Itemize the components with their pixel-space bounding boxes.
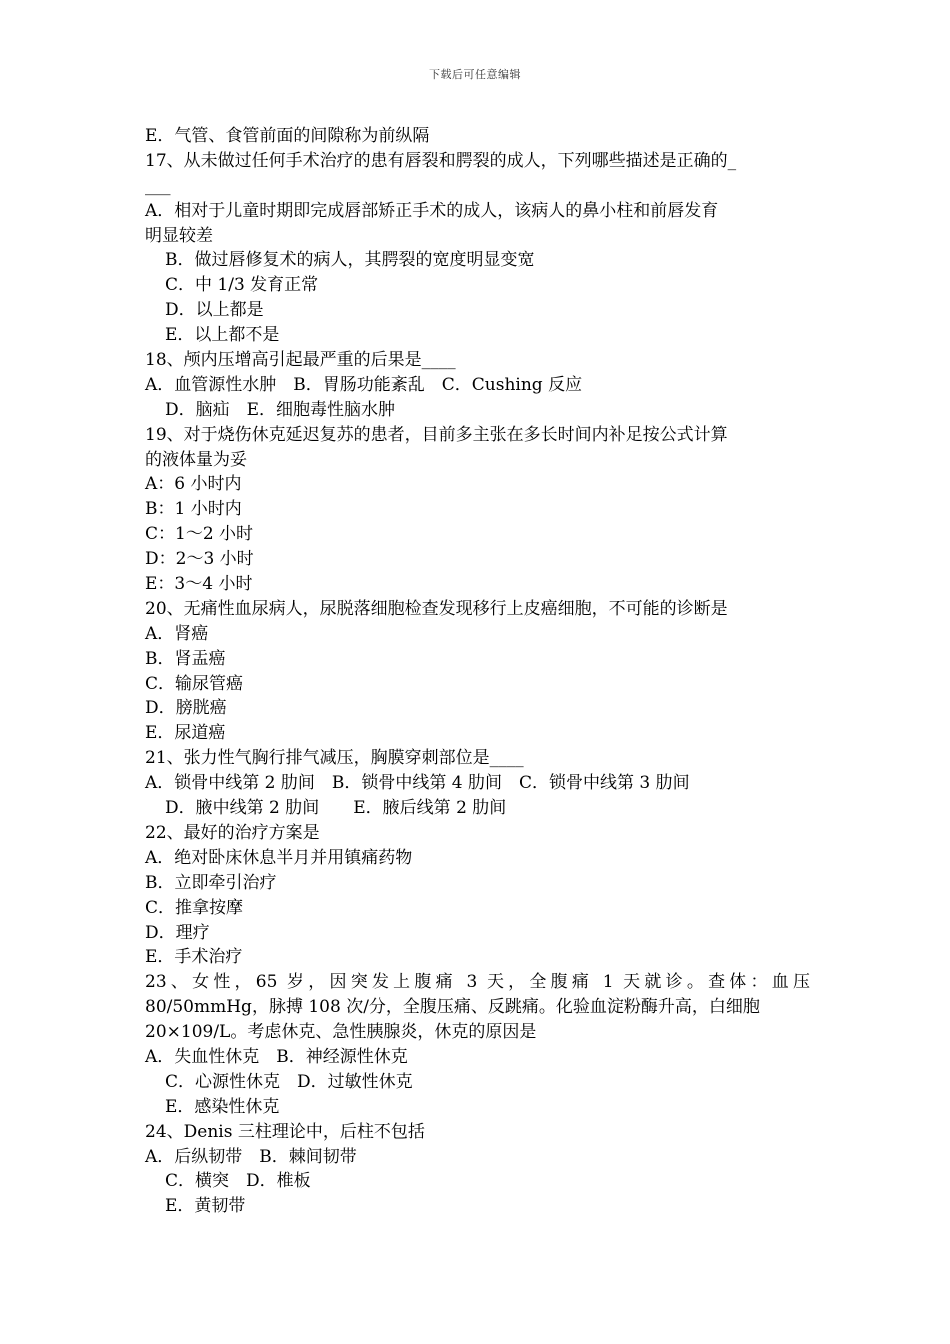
text-line: A．肾癌: [145, 623, 209, 644]
text-line: 21、张力性气胸行排气减压，胸膜穿刺部位是____: [145, 748, 524, 769]
text-line: 22、最好的治疗方案是: [145, 822, 320, 843]
text-line: D．以上都是: [165, 300, 264, 321]
text-line: C．横突 D．椎板: [165, 1171, 311, 1192]
text-line: A．后纵韧带 B．棘间韧带: [145, 1146, 357, 1167]
text-line: B．肾盂癌: [145, 648, 226, 669]
text-line: A．血管源性水肿 B．胃肠功能紊乱 C．Cushing 反应: [145, 374, 583, 395]
text-line: E．以上都不是: [165, 325, 280, 346]
text-line: 80/50mmHg，脉搏 108 次/分，全腹压痛、反跳痛。化验血淀粉酶升高，白细胞: [145, 997, 760, 1018]
text-line: E．感染性休克: [165, 1096, 280, 1117]
text-line: C．中 1/3 发育正常: [165, 275, 319, 296]
text-line: B．做过唇修复术的病人，其腭裂的宽度明显变宽: [165, 250, 535, 271]
text-line: E．黄韧带: [165, 1196, 246, 1217]
text-line: B：1 小时内: [145, 499, 242, 520]
document-body: [145, 124, 810, 1219]
page-header: 下载后可任意编辑: [429, 68, 521, 81]
text-line: 23、女性，65 岁，因突发上腹痛 3 天，全腹痛 1 天就诊。查体：血压: [145, 972, 810, 993]
text-line: A．绝对卧床休息半月并用镇痛药物: [145, 847, 413, 868]
text-line: D．脑疝 E．细胞毒性脑水肿: [165, 399, 396, 420]
text-line: 的液体量为妥: [145, 449, 247, 470]
text-line: 20、无痛性血尿病人，尿脱落细胞检查发现移行上皮癌细胞，不可能的诊断是: [145, 598, 728, 619]
text-line: E．气管、食管前面的间隙称为前纵隔: [145, 126, 430, 146]
text-line: B．立即牵引治疗: [145, 872, 277, 893]
text-line: 18、颅内压增高引起最严重的后果是____: [145, 350, 456, 371]
text-line: 17、从未做过任何手术治疗的患有唇裂和腭裂的成人，下列哪些描述是正确的_: [145, 150, 737, 171]
text-line: 24、Denis 三柱理论中，后柱不包括: [145, 1121, 425, 1142]
text-line: C．推拿按摩: [145, 897, 244, 918]
text-line: A．相对于儿童时期即完成唇部矫正手术的成人，该病人的鼻小柱和前唇发育: [145, 200, 719, 221]
text-line: D．理疗: [145, 922, 210, 943]
text-line: A．锁骨中线第 2 肋间 B．锁骨中线第 4 肋间 C．锁骨中线第 3 肋间: [145, 773, 690, 794]
text-line: E．手术治疗: [145, 947, 243, 968]
text-line: C：1～2 小时: [145, 524, 254, 545]
text-line: 20×109/L。考虑休克、急性胰腺炎，休克的原因是: [145, 1022, 537, 1043]
text-line: C．输尿管癌: [145, 673, 244, 694]
text-line: 19、对于烧伤休克延迟复苏的患者，目前多主张在多长时间内补足按公式计算: [145, 424, 728, 445]
text-line: D：2～3 小时: [145, 549, 254, 570]
text-line: 明显较差: [145, 225, 213, 246]
text-line: A．失血性休克 B．神经源性休克: [145, 1046, 408, 1067]
text-line: ___: [145, 175, 171, 196]
text-line: D．膀胱癌: [145, 698, 227, 719]
text-line: E．尿道癌: [145, 723, 226, 744]
text-line: D．腋中线第 2 肋间 E．腋后线第 2 肋间: [165, 798, 507, 819]
text-line: C．心源性休克 D．过敏性休克: [165, 1071, 413, 1092]
text-line: E：3～4 小时: [145, 574, 253, 595]
text-line: A：6 小时内: [145, 474, 242, 495]
